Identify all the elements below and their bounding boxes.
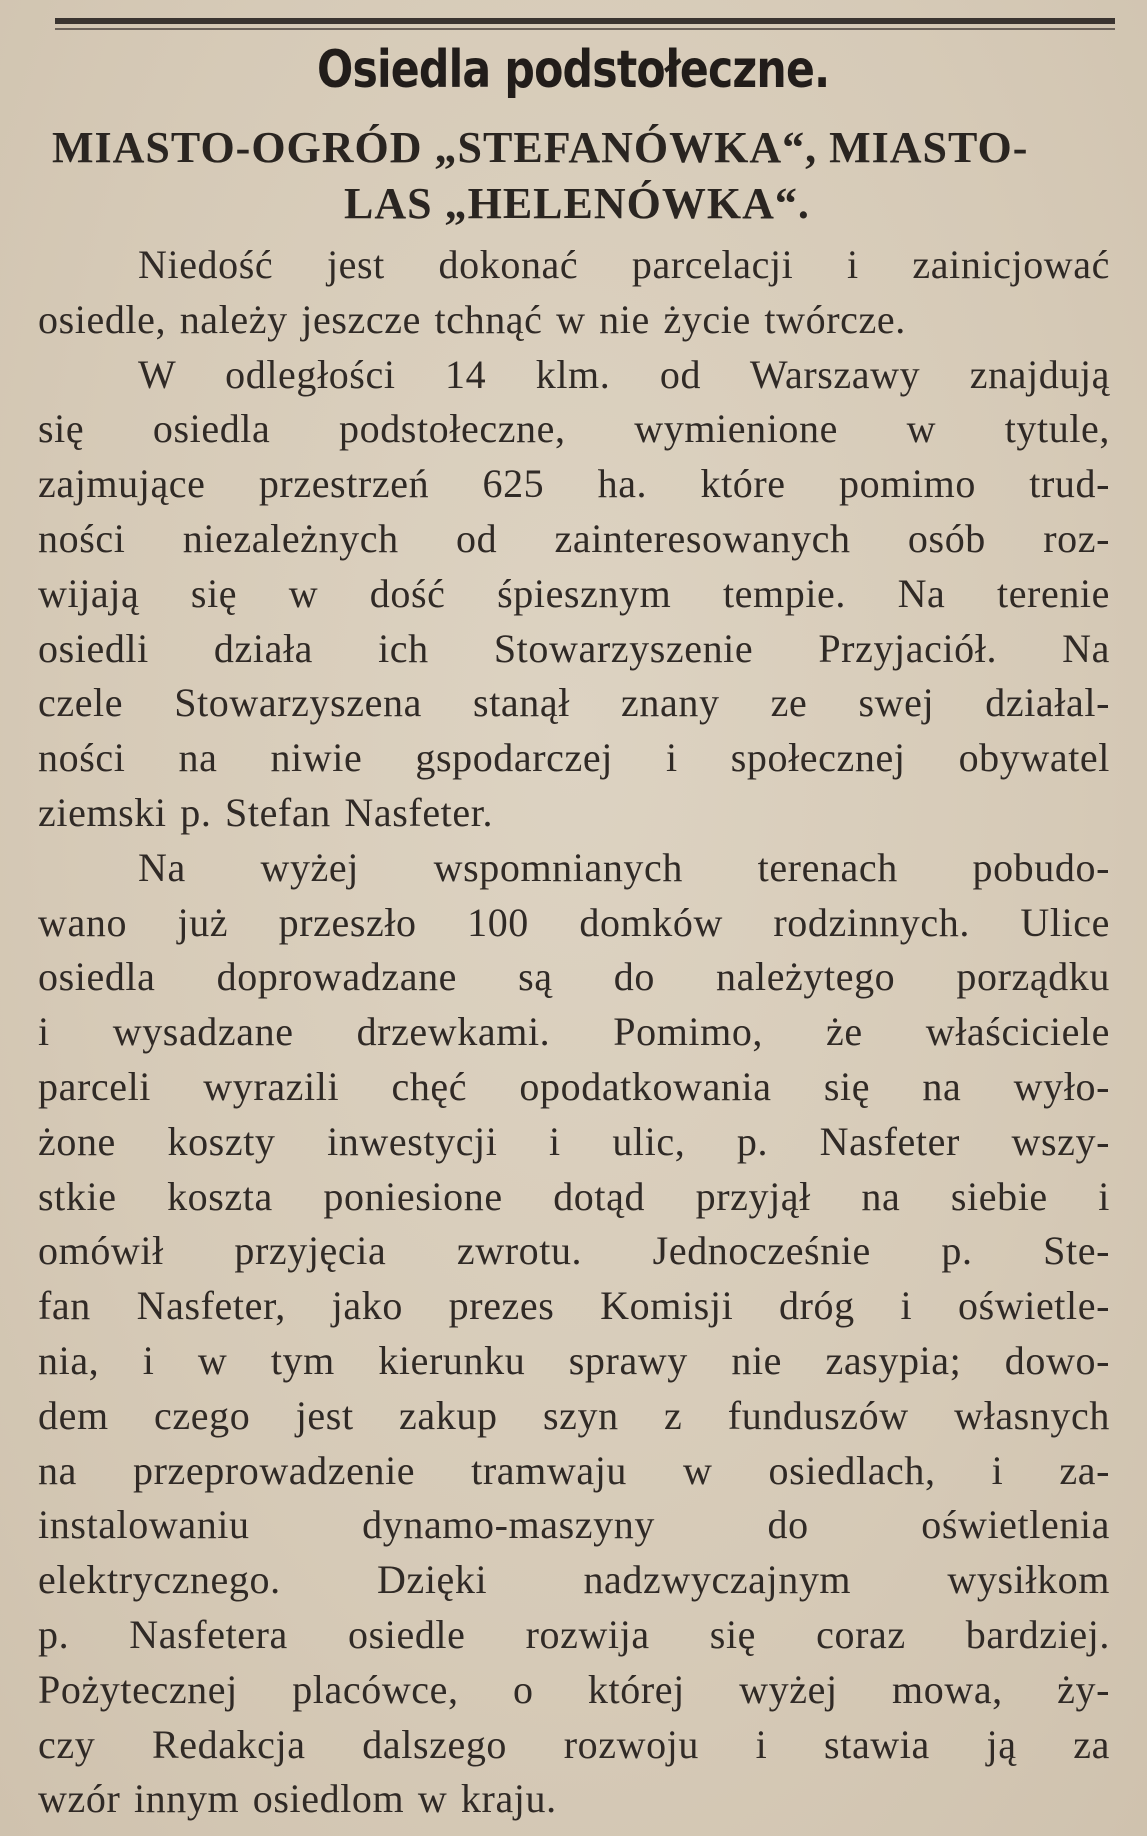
- body-line: elektrycznego. Dzięki nadzwyczajnym wysiłkom: [38, 1557, 1110, 1603]
- article-title: Osiedla podstołeczne.: [317, 40, 830, 100]
- body-line: Niedość jest dokonać parcelacji i zainicjować: [138, 242, 1110, 287]
- body-line: czele Stowarzyszena stanął znany ze swej działal-: [38, 680, 1110, 726]
- body-line: nia, i w tym kierunku sprawy nie zasypia; dowo-: [38, 1337, 1110, 1383]
- body-line: W odległości 14 klm. od Warszawy znajdują: [138, 351, 1110, 397]
- body-line: instalowaniu dynamo-maszyny do oświetlenia: [38, 1502, 1110, 1548]
- body-line: Pożytecznej placówce, o której wyżej mowa, ży-: [38, 1666, 1110, 1712]
- body-line: p. Nasfetera osiedle rozwija się coraz bardziej.: [38, 1611, 1110, 1657]
- body-line: osiedla doprowadzane są do należytego porządku: [38, 954, 1110, 1000]
- body-line: czy Redakcja dalszego rozwoju i stawia ją za: [38, 1721, 1110, 1767]
- body-line: wijają się w dość śpiesznym tempie. Na terenie: [38, 570, 1110, 616]
- body-line: na przeprowadzenie tramwaju w osiedlach, i za-: [38, 1447, 1110, 1493]
- article-body: [38, 238, 1110, 1827]
- article-subtitle: [52, 120, 1112, 232]
- subtitle-line-1: MIASTO-OGRÓD „STEFANÓWKA“, MIASTO-: [52, 123, 1029, 172]
- top-rule: [55, 18, 1115, 24]
- body-line: wano już przeszło 100 domków rodzinnych. Ulice: [38, 899, 1110, 945]
- body-line: wzór innym osiedlom w kraju.: [38, 1776, 557, 1822]
- body-line: osiedli działa ich Stowarzyszenie Przyjaciół. Na: [38, 625, 1110, 671]
- body-line: Na wyżej wspomnianych terenach pobudo-: [138, 844, 1110, 890]
- body-line: ności niezależnych od zainteresowanych osób roz-: [38, 515, 1110, 561]
- body-line: dem czego jest zakup szyn z funduszów własnych: [38, 1392, 1110, 1438]
- body-line: się osiedla podstołeczne, wymienione w tytule,: [38, 406, 1110, 452]
- body-line: omówił przyjęcia zwrotu. Jednocześnie p. Ste-: [38, 1228, 1110, 1274]
- body-line: ziemski p. Stefan Nasfeter.: [38, 789, 494, 835]
- body-line: osiedle, należy jeszcze tchnąć w nie życie twórcze.: [38, 296, 906, 342]
- body-line: żone koszty inwestycji i ulic, p. Nasfeter wszy-: [38, 1118, 1110, 1164]
- body-line: stkie koszta poniesione dotąd przyjął na siebie i: [38, 1173, 1110, 1219]
- body-line: fan Nasfeter, jako prezes Komisji dróg i oświetle-: [38, 1283, 1110, 1329]
- body-line: ności na niwie gspodarczej i społecznej obywatel: [38, 735, 1110, 781]
- body-line: i wysadzane drzewkami. Pomimo, że właściciele: [38, 1009, 1110, 1055]
- subtitle-line-2: LAS „HELENÓWKA“.: [344, 179, 810, 228]
- top-rule-thin: [55, 28, 1115, 30]
- body-line: zajmujące przestrzeń 625 ha. które pomimo trud-: [38, 461, 1110, 507]
- body-line: parceli wyrazili chęć opodatkowania się na wyło-: [38, 1063, 1110, 1109]
